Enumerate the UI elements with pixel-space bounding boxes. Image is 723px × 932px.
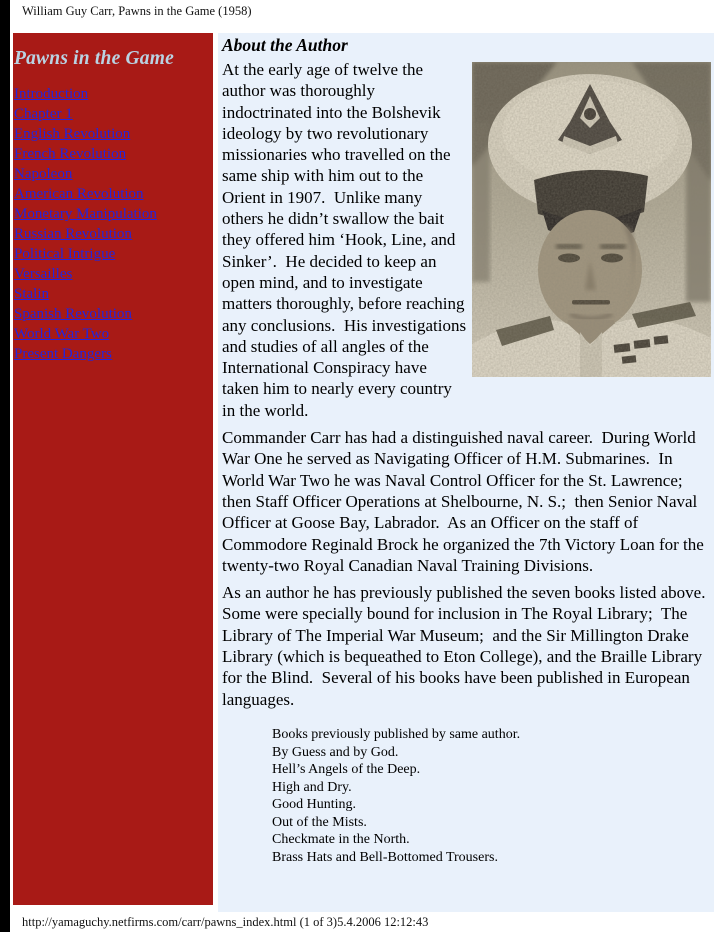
book-list-item: Good Hunting. [272, 797, 356, 813]
author-photo [472, 62, 711, 377]
book-list-item: Out of the Mists. [272, 814, 367, 830]
nav-link-russian-revolution[interactable]: Russian Revolution [14, 226, 132, 242]
document-header-title: William Guy Carr, Pawns in the Game (1958) [22, 4, 252, 18]
nav-link-french-revolution[interactable]: French Revolution [14, 146, 127, 162]
nav-link-napoleon[interactable]: Napoleon [14, 166, 73, 182]
page-title: About the Author [222, 35, 348, 55]
paragraph-early-life: At the early age of twelve the author was thoroughly indoctrinated into the Bolshevik ideology by two revolutionary missionaries who travelled on the same ship with him out to the Orient in 1907. Unlike many others he didn’t swallow the bait they offered him ‘Hook, Line, and Sinker’. He decided to keep an open mind, and to investigate matters thoroughly, before reaching any conclusions. His investigations and studies of all angles of the International Conspiracy have taken him to nearly every country in the world. [222, 60, 471, 420]
nav-link-introduction[interactable]: Introduction [14, 86, 89, 102]
book-list-item: Hell’s Angels of the Deep. [272, 762, 421, 778]
sidebar [13, 33, 213, 905]
book-list [272, 726, 711, 867]
main-content [218, 33, 714, 912]
paragraph-author-books: As an author he has previously published the seven books listed above. Some were specially bound for inclusion in The Royal Library; The Library of The Imperial War Museum; and the Sir Millington Drake Library (which is bequeathed to Eton College), and the Braille Library for the Blind. Several of his books have been published in European languages. [222, 583, 714, 709]
book-list-item: By Guess and by God. [272, 744, 399, 760]
nav-link-american-revolution[interactable]: American Revolution [14, 186, 144, 202]
nav-link-monetary-manipulation[interactable]: Monetary Manipulation [14, 206, 157, 222]
sidebar-nav [13, 84, 213, 364]
book-list-item: Checkmate in the North. [272, 832, 410, 848]
nav-link-stalin[interactable]: Stalin [14, 286, 50, 302]
sidebar-title: Pawns in the Game [14, 48, 174, 69]
document-footer-url: http://yamaguchy.netfirms.com/carr/pawns_index.html (1 of 3)5.4.2006 12:12:43 [22, 915, 429, 929]
nav-link-spanish-revolution[interactable]: Spanish Revolution [14, 306, 132, 322]
nav-link-versailles[interactable]: Versailles [14, 266, 73, 282]
nav-link-english-revolution[interactable]: English Revolution [14, 126, 131, 142]
nav-link-world-war-two[interactable]: World War Two [14, 326, 110, 342]
nav-link-present-dangers[interactable]: Present Dangers [14, 346, 112, 362]
naval-officer-portrait-image [472, 62, 711, 377]
paragraph-naval-career: Commander Carr has had a distinguished naval career. During World War One he served as Navigating Officer of H.M. Submarines. In World War Two he was Naval Control Officer for the St. Lawrence; then Staff Officer Operations at Shelbourne, N. S.; then Senior Naval Officer at Goose Bay, Labrador. As an Officer on the staff of Commodore Reginald Brock he organized the 7th Victory Loan for the twenty-two Royal Canadian Naval Training Divisions. [222, 428, 709, 575]
book-list-item: Books previously published by same author. [272, 726, 521, 742]
nav-link-chapter-1[interactable]: Chapter 1 [14, 106, 73, 122]
book-list-item: High and Dry. [272, 779, 352, 795]
nav-link-political-intrigue[interactable]: Political Intrigue [14, 246, 116, 262]
page-edge-bar [0, 0, 10, 932]
book-list-item: Brass Hats and Bell-Bottomed Trousers. [272, 850, 498, 866]
